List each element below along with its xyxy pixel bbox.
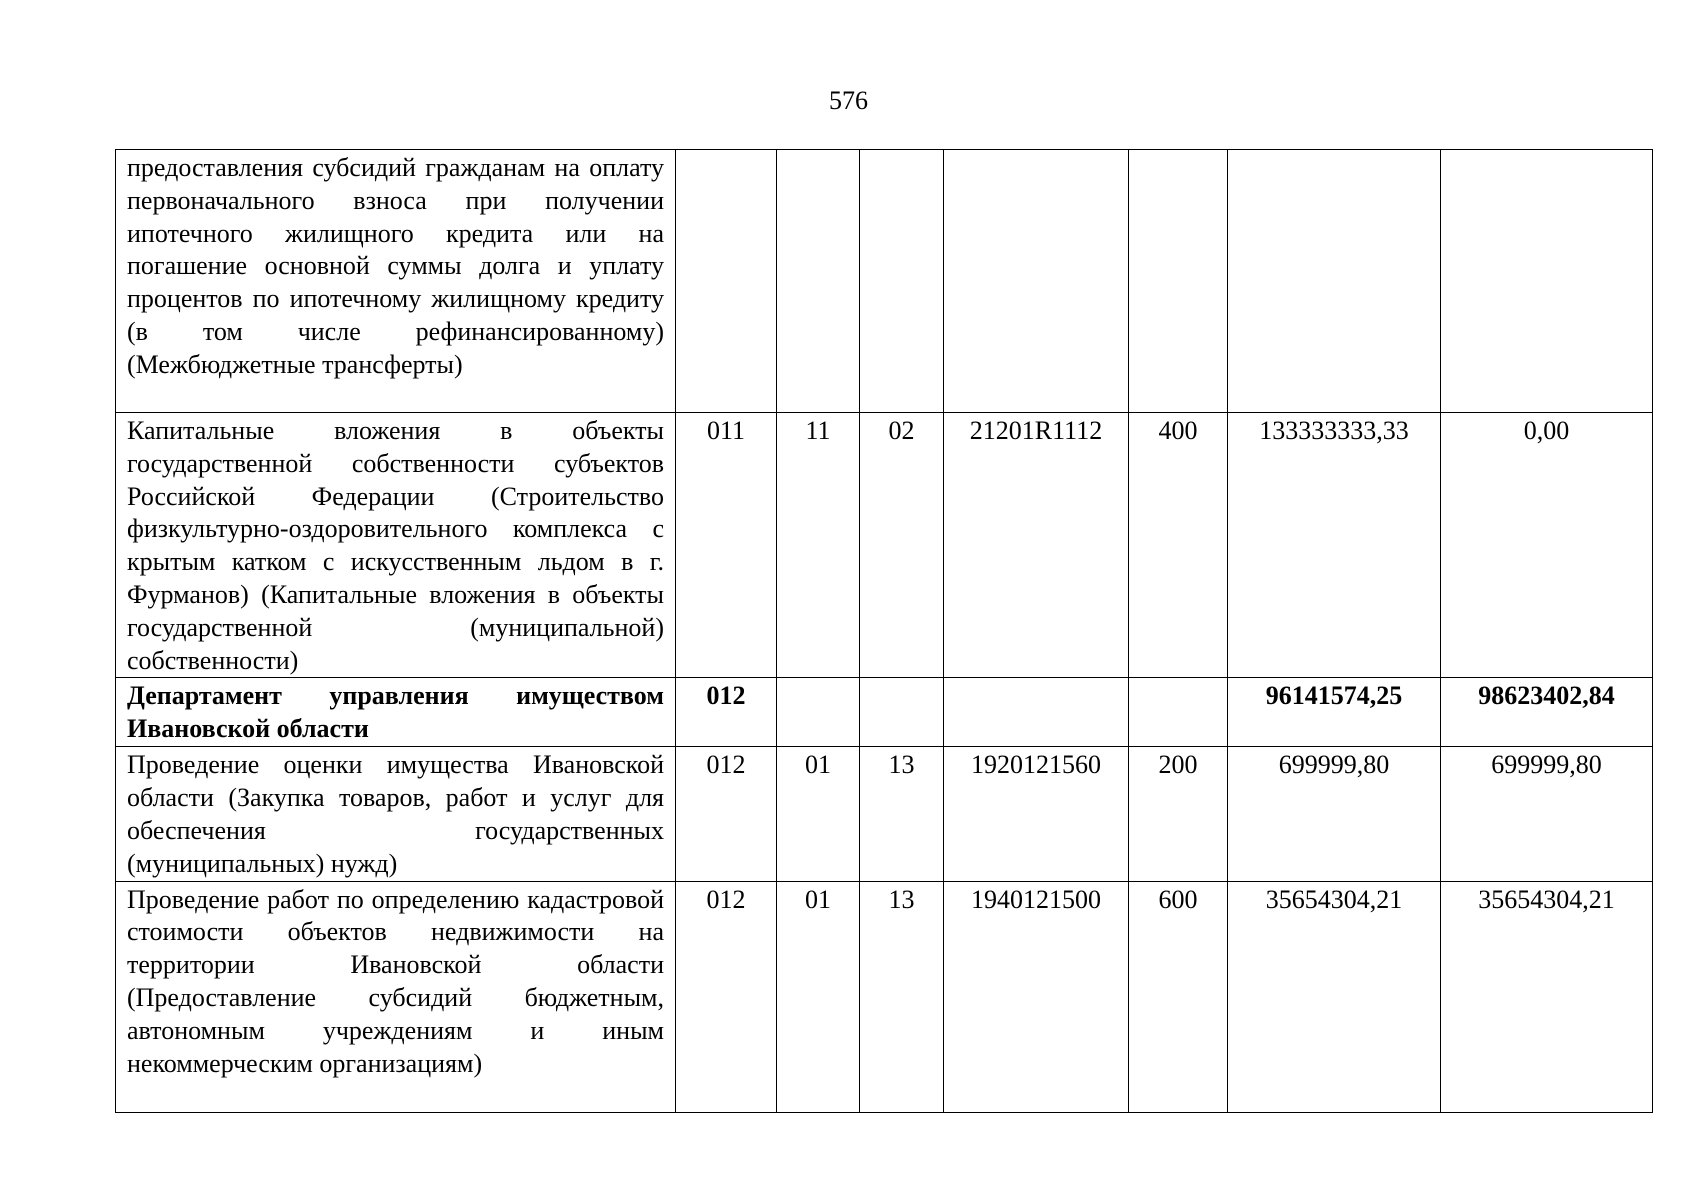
table-row-department	[116, 678, 1653, 747]
amount-year-2: 699999,80	[1441, 747, 1653, 881]
expense-type-code	[1129, 678, 1228, 747]
section-code: 01	[777, 881, 860, 1112]
amount-year-1: 96141574,25	[1228, 678, 1441, 747]
page-number: 576	[829, 86, 868, 115]
target-article-code: 1940121500	[944, 881, 1129, 1112]
section-code: 01	[777, 747, 860, 881]
row-description: Капитальные вложения в объекты государственной собственности субъектов Российской Федерации (Строительство физкультурно-оздоровительного комплекса с крытым катком с искусственным льдом в г. Фурманов) (Капитальные вложения в объекты государственной (муниципальной) собственности)	[116, 413, 676, 678]
amount-year-2	[1441, 150, 1653, 413]
table-row	[116, 747, 1653, 881]
amount-year-1	[1228, 150, 1441, 413]
subsection-code: 02	[860, 413, 944, 678]
expense-type-code: 400	[1129, 413, 1228, 678]
amount-year-1: 133333333,33	[1228, 413, 1441, 678]
amount-year-1: 35654304,21	[1228, 881, 1441, 1112]
subsection-code: 13	[860, 747, 944, 881]
subsection-code	[860, 678, 944, 747]
amount-year-1: 699999,80	[1228, 747, 1441, 881]
section-code: 11	[777, 413, 860, 678]
section-code	[777, 678, 860, 747]
ministry-code: 012	[676, 881, 777, 1112]
budget-table	[115, 149, 1653, 1113]
ministry-code: 012	[676, 747, 777, 881]
amount-year-2: 0,00	[1441, 413, 1653, 678]
row-description: Проведение работ по определению кадастровой стоимости объектов недвижимости на территории Ивановской области (Предоставление субсидий бюджетным, автономным учреждениям и иным некоммерческим организациям)	[116, 881, 676, 1112]
ministry-code: 011	[676, 413, 777, 678]
section-code	[777, 150, 860, 413]
expense-type-code	[1129, 150, 1228, 413]
table-row	[116, 150, 1653, 413]
ministry-code: 012	[676, 678, 777, 747]
target-article-code	[944, 150, 1129, 413]
row-description: Департамент управления имуществом Ивановской области	[116, 678, 676, 747]
subsection-code	[860, 150, 944, 413]
table-row	[116, 413, 1653, 678]
target-article-code: 1920121560	[944, 747, 1129, 881]
expense-type-code: 200	[1129, 747, 1228, 881]
expense-type-code: 600	[1129, 881, 1228, 1112]
row-description: Проведение оценки имущества Ивановской области (Закупка товаров, работ и услуг для обеспечения государственных (муниципальных) нужд)	[116, 747, 676, 881]
amount-year-2: 35654304,21	[1441, 881, 1653, 1112]
row-description: предоставления субсидий гражданам на оплату первоначального взноса при получении ипотечного жилищного кредита или на погашение основной суммы долга и уплату процентов по ипотечному жилищному кредиту (в том числе рефинансированному) (Межбюджетные трансферты)	[116, 150, 676, 413]
table-row	[116, 881, 1653, 1112]
target-article-code	[944, 678, 1129, 747]
ministry-code	[676, 150, 777, 413]
subsection-code: 13	[860, 881, 944, 1112]
amount-year-2: 98623402,84	[1441, 678, 1653, 747]
target-article-code: 21201R1112	[944, 413, 1129, 678]
